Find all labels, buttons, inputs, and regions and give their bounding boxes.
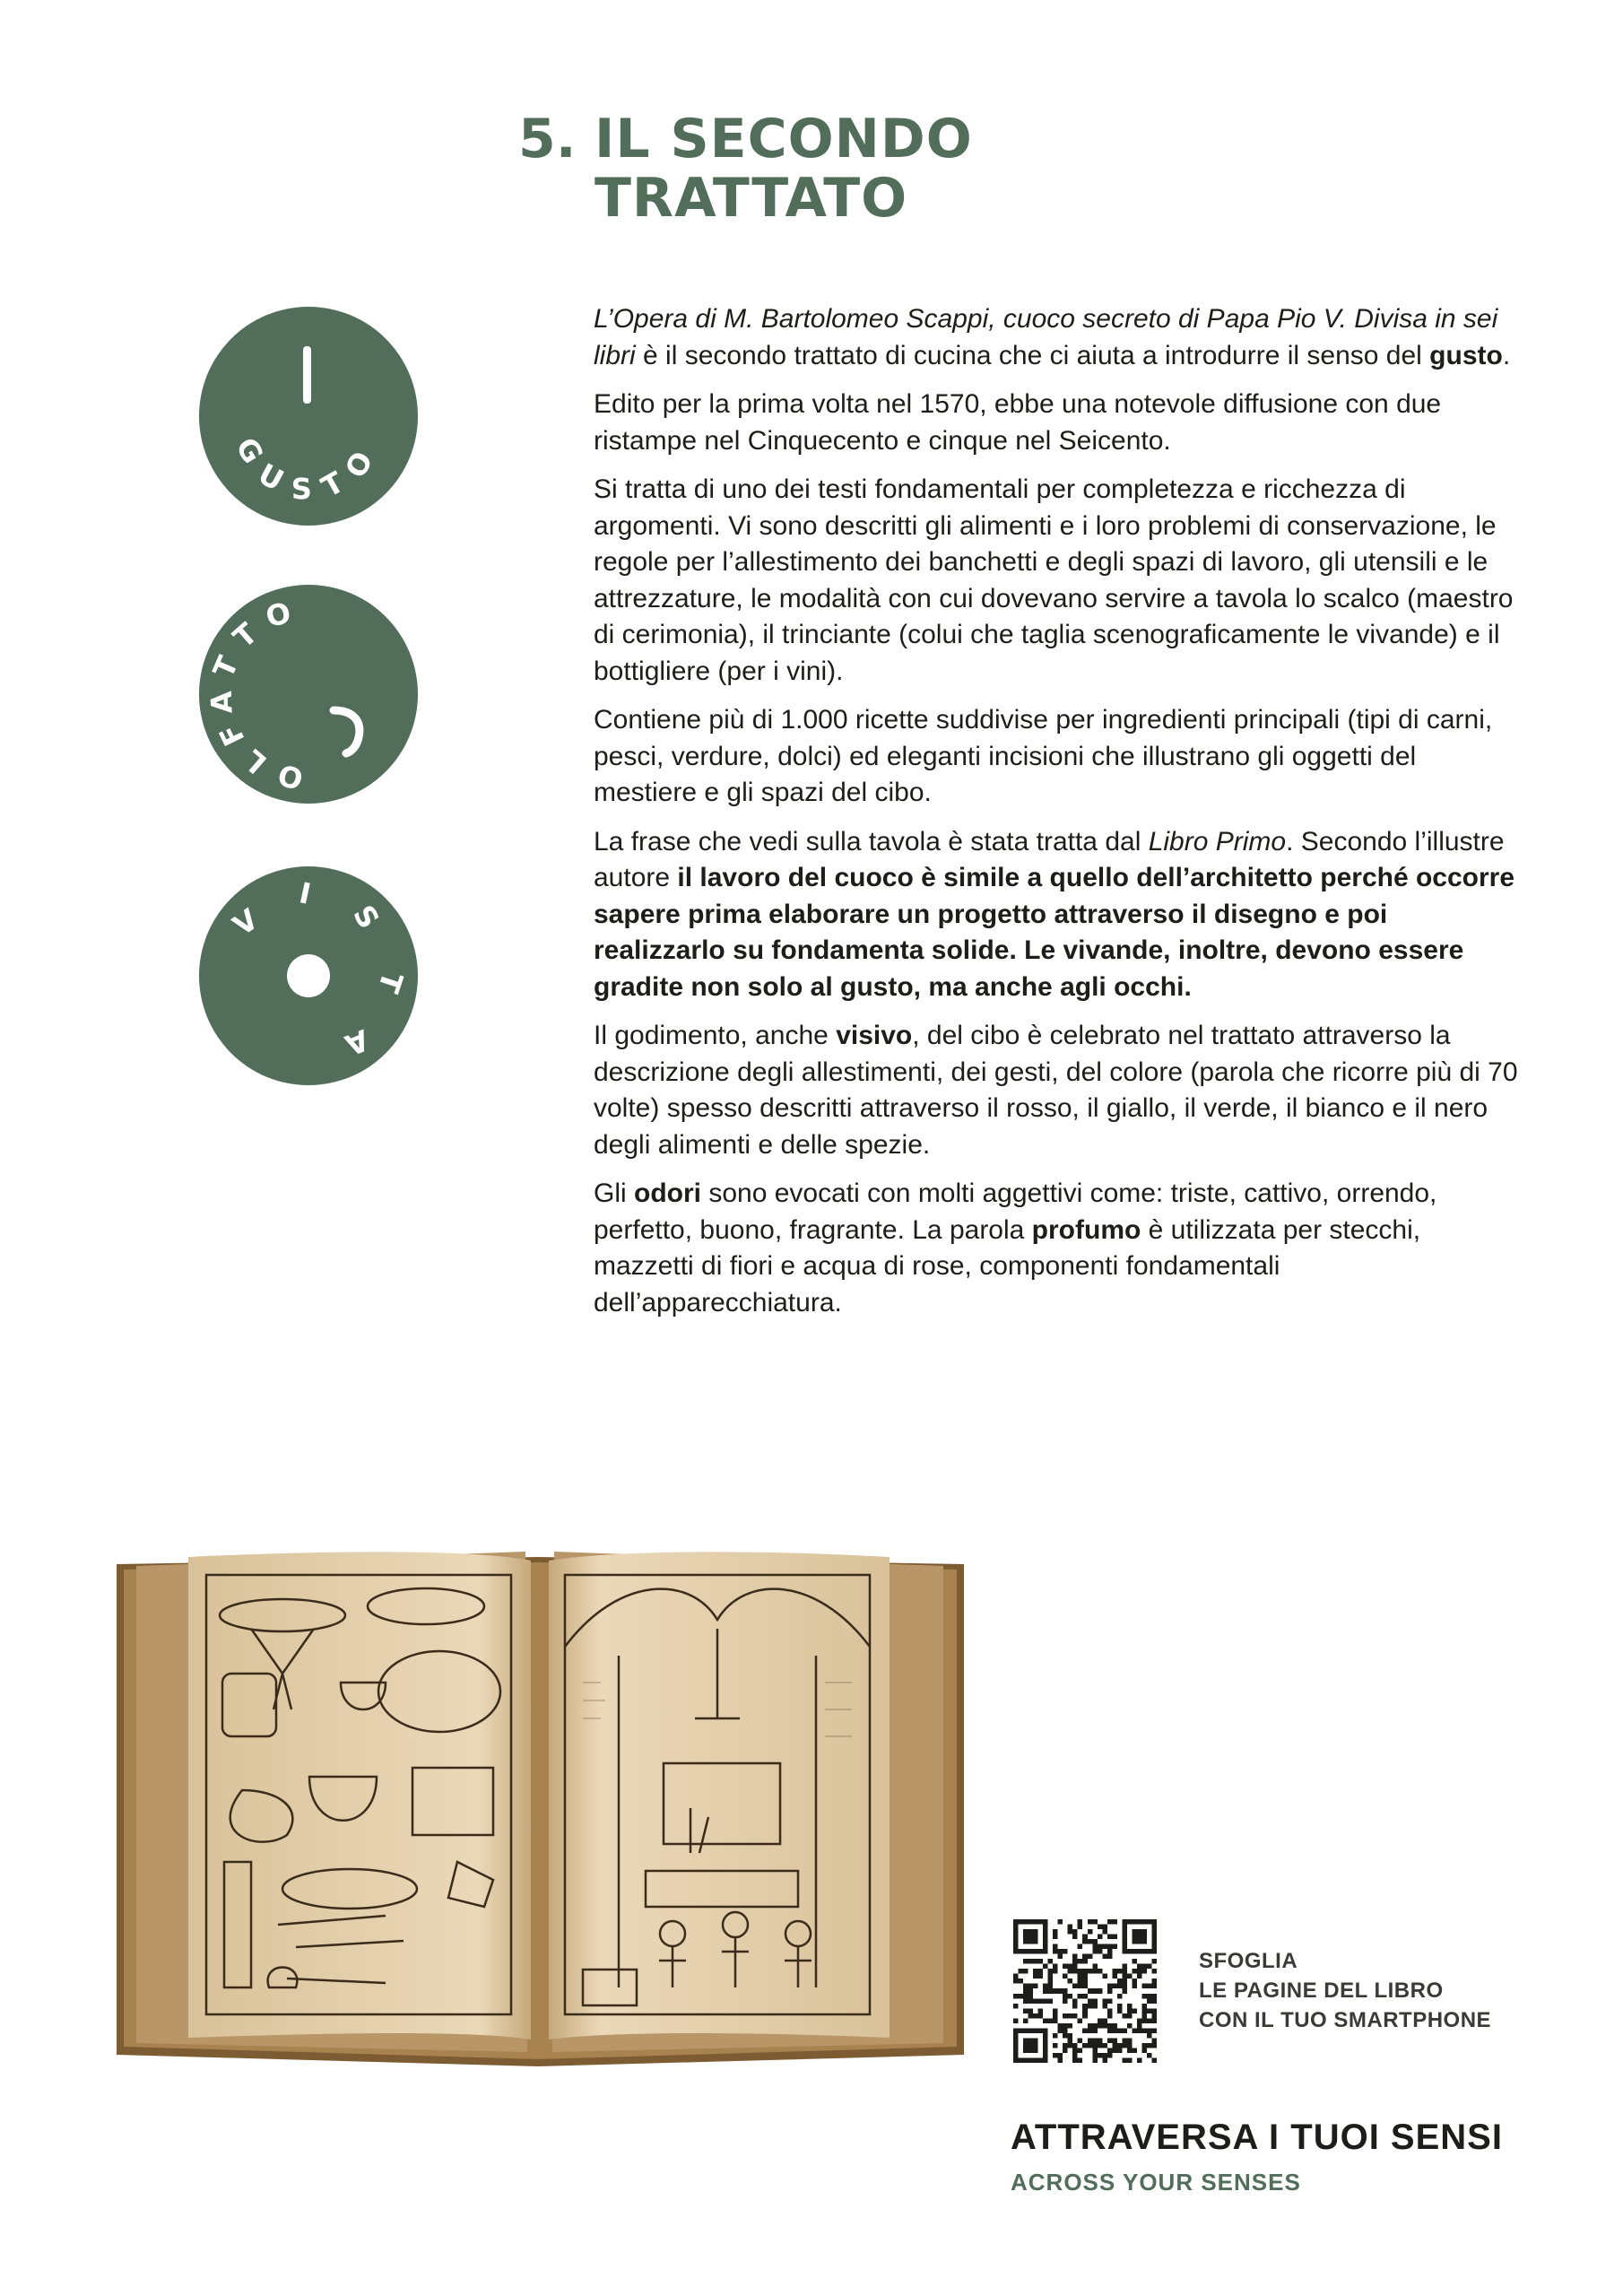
paragraph-7: [594, 1176, 1526, 1321]
sense-badge-vista: [199, 866, 418, 1085]
page-title: [595, 109, 973, 228]
footer-title-italian: ATTRAVERSA I TUOI SENSI: [1011, 2118, 1503, 2157]
paragraph-6-text-1: Il godimento, anche: [594, 1021, 837, 1050]
vertical-line-icon: [303, 346, 311, 404]
paragraph-6-bold: visivo: [836, 1021, 913, 1050]
qr-call-to-action: [1199, 1946, 1491, 2035]
paragraph-4: Contiene più di 1.000 ricette suddivise per ingredienti principali (tipi di carni, pesci, verdure, dolci) ed eleganti incisioni che illustrano gli oggetti del mestiere e gli spazi del cibo.: [594, 705, 1493, 807]
paragraph-1-end: .: [1502, 340, 1511, 370]
paragraph-6-text-2: , del cibo è celebrato nel trattato attraverso la descrizione degli allestimenti, dei gesti, del colore (parola che ricorre più di 70 volte) spesso descritti attraverso il rosso, il giallo, il verde, il bianco e il nero degli alimenti e delle spezie.: [594, 1021, 1518, 1160]
paragraph-5-italic: Libro Primo: [1148, 826, 1287, 857]
sense-label-vista: VISTA: [226, 875, 410, 1078]
cta-line-2: LE PAGINE DEL LIBRO: [1199, 1979, 1444, 2003]
sense-badge-gusto: [199, 307, 418, 526]
paragraph-7-text-3: è utilizzata per stecchi, mazzetti di fiori e acqua di rose, componenti fondamentali dell’apparecchiatura.: [594, 1214, 1421, 1318]
qr-code-graphic: [1013, 1919, 1157, 2063]
olfatto-badge-graphic: [199, 585, 418, 804]
paragraph-1: [594, 301, 1526, 374]
footer-title-english: ACROSS YOUR SENSES: [1011, 2169, 1301, 2196]
paragraph-7-text-1: Gli: [594, 1178, 634, 1208]
paragraph-2: Edito per la prima volta nel 1570, ebbe una notevole diffusione con due ristampe nel Cinquecento e cinque nel Seicento.: [594, 389, 1442, 456]
paragraph-5-bold: il lavoro del cuoco è simile a quello dell’architetto perché occorre sapere prima elaborare un progetto attraverso il disegno e poi realizzarlo su fondamenta solide. Le vivande, inoltre, devono essere gradite non solo al gusto, ma anche agli occhi.: [594, 863, 1515, 1002]
vista-badge-graphic: [199, 866, 418, 1085]
book-title-italic: L’Opera di M. Bartolomeo Scappi, cuoco secreto di Papa Pio V. Divisa in sei libri: [594, 304, 1498, 370]
page-title-line-2: TRATTATO: [595, 167, 908, 230]
eye-dot-icon: [287, 954, 330, 997]
sense-label-olfatto: OLFATTO: [204, 592, 307, 796]
paragraph-1-bold: gusto: [1429, 340, 1503, 370]
cta-line-3: CON IL TUO SMARTPHONE: [1199, 2008, 1492, 2032]
cta-line-1: SFOGLIA: [1199, 1949, 1298, 1973]
body-text: [594, 301, 1526, 1334]
gusto-badge-graphic: [199, 307, 418, 526]
paragraph-7-text-2: sono evocati con molti aggettivi come: triste, cattivo, orrendo, perfetto, buono, fragrante. La parola: [594, 1178, 1437, 1245]
sense-label-gusto: GUSTO: [229, 431, 388, 507]
paragraph-1-text: è il secondo trattato di cucina che ci aiuta a introdurre il senso del: [635, 340, 1430, 370]
paragraph-7-bold-2: profumo: [1031, 1214, 1141, 1245]
paragraph-5: [594, 824, 1526, 1006]
sense-badge-olfatto: [199, 585, 418, 804]
page-title-line-1: IL SECONDO: [595, 108, 973, 170]
paragraph-5-text-1: La frase che vedi sulla tavola è stata tratta dal: [594, 826, 1149, 857]
paragraph-7-bold-1: odori: [634, 1178, 701, 1208]
open-book-image: [117, 1539, 964, 2068]
section-number: 5.: [518, 108, 577, 170]
paragraph-3: Si tratta di uno dei testi fondamentali per completezza e ricchezza di argomenti. Vi sono descritti gli alimenti e i loro problemi di conservazione, le regole per l’allestimento dei banchetti e degli spazi di lavoro, gli utensili e le attrezzature, le modalità con cui dovevano servire a tavola lo scalco (maestro di cerimonia), il trinciante (colui che taglia scenograficamente le vivande) e il bottigliere (per i vini).: [594, 474, 1514, 686]
paragraph-5-text-2: . Secondo l’illustre autore: [594, 826, 1505, 892]
paragraph-6: [594, 1018, 1526, 1163]
qr-code[interactable]: [1013, 1919, 1157, 2063]
